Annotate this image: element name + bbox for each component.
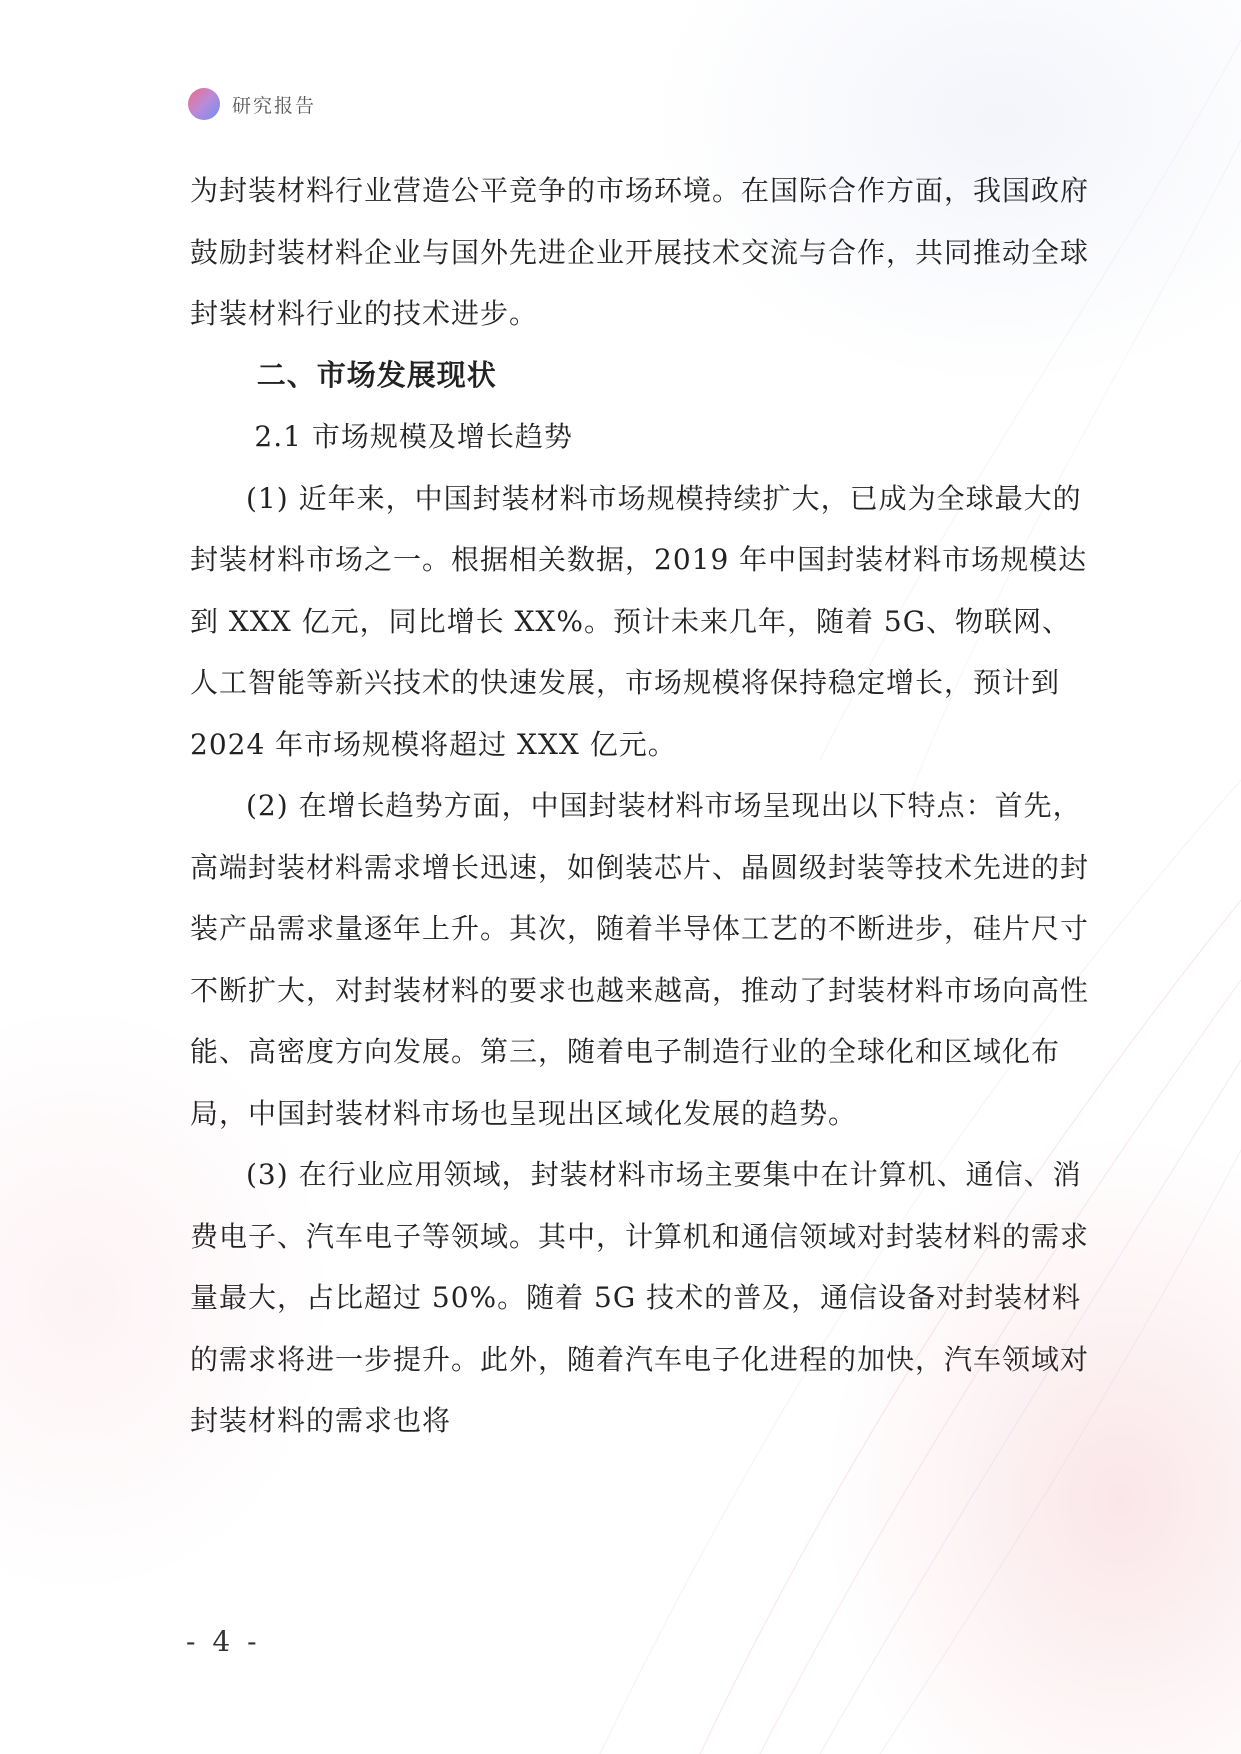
subsection-heading: 2.1 市场规模及增长趋势 (254, 420, 573, 453)
section-heading: 二、市场发展现状 (256, 357, 497, 392)
report-header (188, 88, 316, 120)
paragraph-2: (2) 在增长趋势方面，中国封装材料市场呈现出以下特点：首先，高端封装材料需求增长迅速，如倒装芯片、晶圆级封装等技术先进的封装产品需求量逐年上升。其次，随着半导体工艺的不断进步，硅片尺寸不断扩大，对封装材料的要求也越来越高，推动了封装材料市场向高性能、高密度方向发展。第三，随着电子制造行业的全球化和区域化布局，中国封装材料市场也呈现出区域化发展的趋势。 (190, 789, 1090, 1130)
report-header-title: 研究报告 (232, 94, 317, 117)
document-body (190, 160, 1090, 1452)
paragraph-1: (1) 近年来，中国封装材料市场规模持续扩大，已成为全球最大的封装材料市场之一。根据相关数据，2019 年中国封装材料市场规模达到 XXX 亿元，同比增长 XX%。预计未来几年，随着 5G、物联网、人工智能等新兴技术的快速发展，市场规模将保持稳定增长，预计到 2024 年市场规模将超过 XXX 亿元。 (190, 481, 1088, 761)
paragraph-continued: 为封装材料行业营造公平竞争的市场环境。在国际合作方面，我国政府鼓励封装材料企业与国外先进企业开展技术交流与合作，共同推动全球封装材料行业的技术进步。 (190, 174, 1090, 330)
report-logo-icon (188, 88, 220, 120)
paragraph-3: (3) 在行业应用领域，封装材料市场主要集中在计算机、通信、消费电子、汽车电子等领域。其中，计算机和通信领域对封装材料的需求量最大，占比超过 50%。随着 5G 技术的普及，通信设备对封装材料的需求将进一步提升。此外，随着汽车电子化进程的加快，汽车领域对封装材料的需求也将 (190, 1158, 1090, 1437)
page-number: - 4 - (186, 1625, 261, 1658)
